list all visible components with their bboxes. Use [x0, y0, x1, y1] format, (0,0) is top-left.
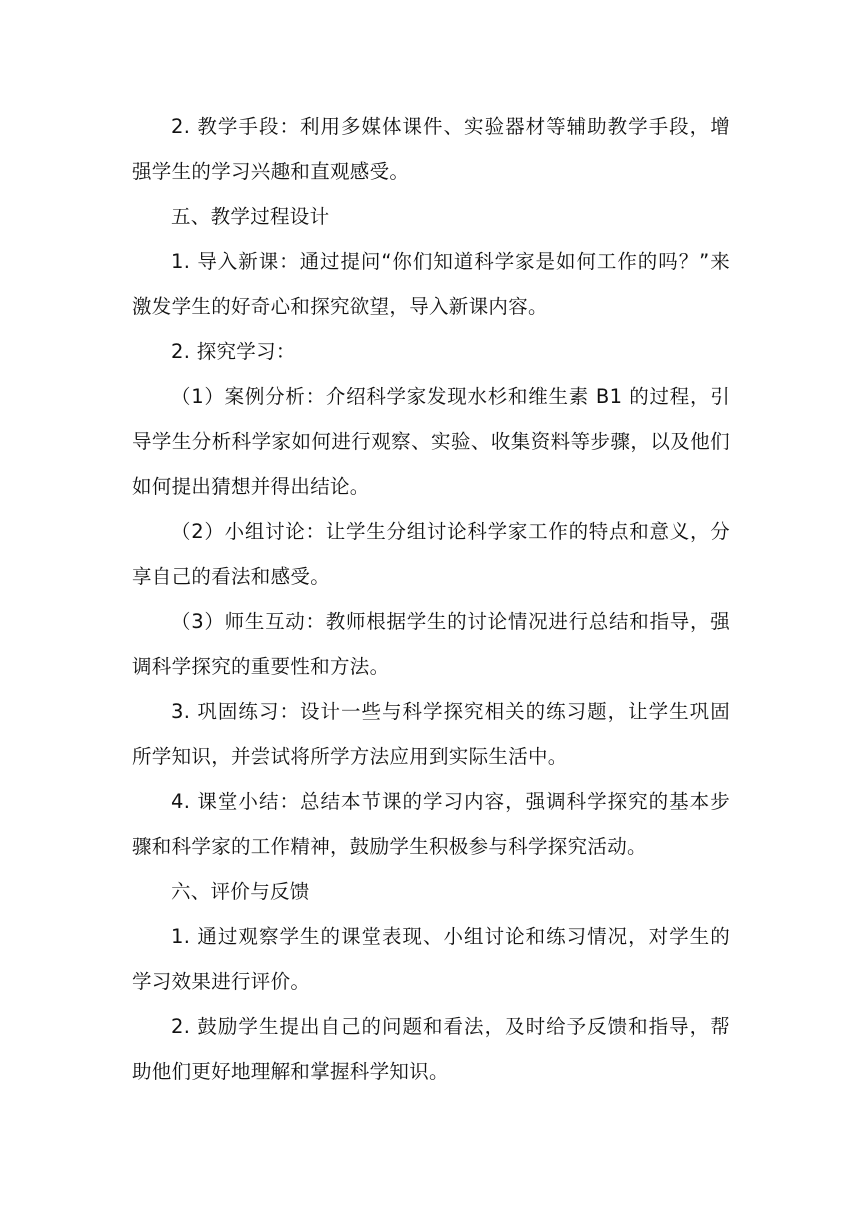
paragraph-teacher-interaction: （3）师生互动：教师根据学生的讨论情况进行总结和指导，强调科学探究的重要性和方法。 [132, 610, 730, 678]
paragraph-group-discussion: （2）小组讨论：让学生分组讨论科学家工作的特点和意义，分享自己的看法和感受。 [132, 520, 730, 588]
paragraph-evaluation-observation: 1. 通过观察学生的课堂表现、小组讨论和练习情况，对学生的学习效果进行评价。 [132, 925, 730, 993]
paragraph-introduction: 1. 导入新课：通过提问“你们知道科学家是如何工作的吗？”来激发学生的好奇心和探究欲望，导入新课内容。 [132, 250, 730, 318]
paragraph-teaching-means: 2. 教学手段：利用多媒体课件、实验器材等辅助教学手段，增强学生的学习兴趣和直观感受。 [132, 115, 730, 183]
section-heading-evaluation: 六、评价与反馈 [171, 880, 310, 903]
document-body [132, 104, 730, 1094]
section-heading-teaching-process: 五、教学过程设计 [171, 205, 330, 228]
paragraph-practice: 3. 巩固练习：设计一些与科学探究相关的练习题，让学生巩固所学知识，并尝试将所学方法应用到实际生活中。 [132, 700, 730, 768]
paragraph-evaluation-feedback: 2. 鼓励学生提出自己的问题和看法，及时给予反馈和指导，帮助他们更好地理解和掌握科学知识。 [132, 1015, 730, 1083]
paragraph-inquiry-learning: 2. 探究学习： [171, 340, 296, 363]
paragraph-case-analysis: （1）案例分析：介绍科学家发现水杉和维生素 B1 的过程，引导学生分析科学家如何进行观察、实验、收集资料等步骤，以及他们如何提出猜想并得出结论。 [132, 385, 730, 498]
paragraph-summary: 4. 课堂小结：总结本节课的学习内容，强调科学探究的基本步骤和科学家的工作精神，鼓励学生积极参与科学探究活动。 [132, 790, 730, 858]
